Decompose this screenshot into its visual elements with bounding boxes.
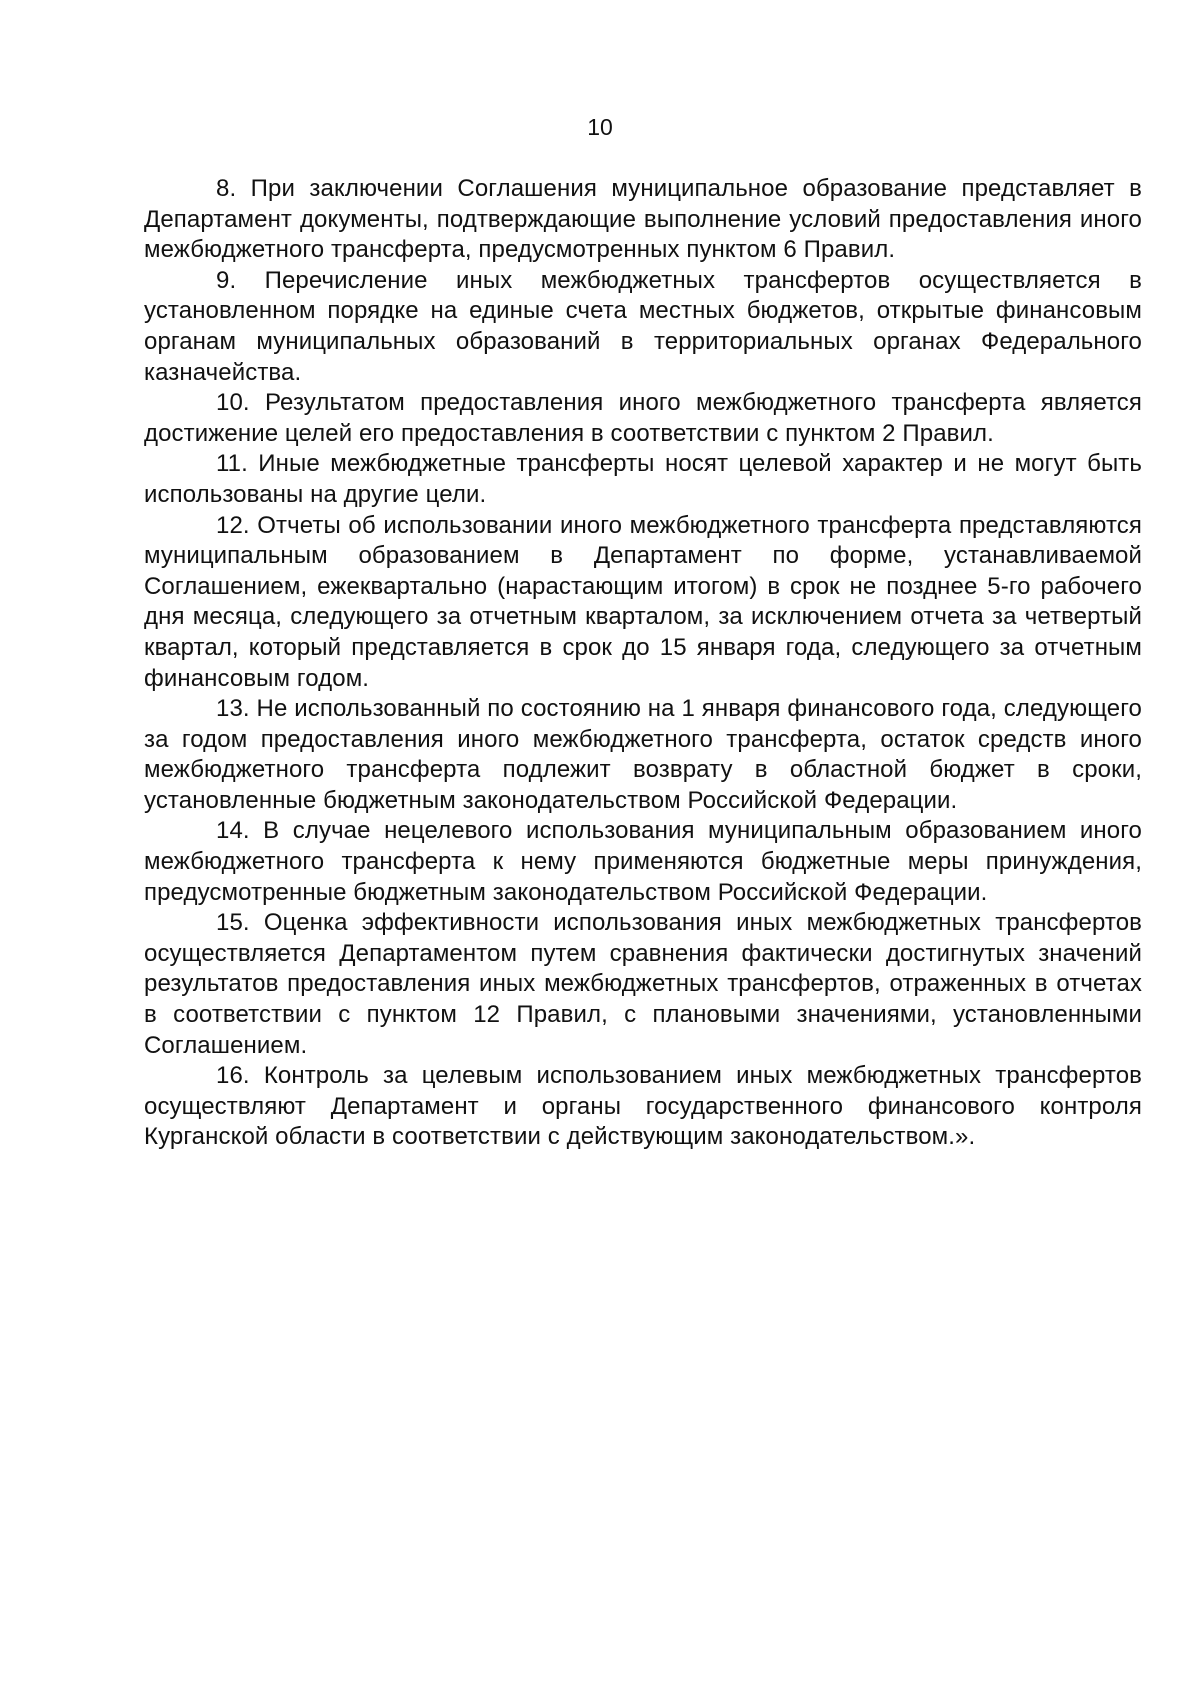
document-body	[144, 174, 1142, 1153]
paragraph-11: 11. Иные межбюджетные трансферты носят целевой характер и не могут быть использованы на другие цели.	[144, 450, 1142, 508]
paragraph-9: 9. Перечисление иных межбюджетных трансфертов осуществляется в установленном порядке на единые счета местных бюджетов, открытые финансовым органам муниципальных образований в территориальных органах Федерального казначейства.	[144, 266, 1142, 386]
paragraph-13: 13. Не использованный по состоянию на 1 января финансового года, следующего за годом предоставления иного межбюджетного трансферта, остаток средств иного межбюджетного трансферта подлежит возврату в областной бюджет в сроки, установленные бюджетным законодательством Российской Федерации.	[144, 695, 1142, 814]
page-number: 10	[587, 114, 613, 140]
paragraph-15: 15. Оценка эффективности использования иных межбюджетных трансфертов осуществляется Департаментом путем сравнения фактически достигнутых значений результатов предоставления иных межбюджетных трансфертов, отраженных в отчетах в соответствии с пунктом 12 Правил, с плановыми значениями, установленными Соглашением.	[144, 909, 1142, 1059]
paragraph-16: 16. Контроль за целевым использованием иных межбюджетных трансфертов осуществляют Департамент и органы государственного финансового контроля Курганской области в соответствии с действующим законодательством.».	[144, 1062, 1142, 1151]
paragraph-8: 8. При заключении Соглашения муниципальное образование представляет в Департамент документы, подтверждающие выполнение условий предоставления иного межбюджетного трансферта, предусмотренных пунктом 6 Правил.	[144, 175, 1142, 264]
paragraph-10: 10. Результатом предоставления иного межбюджетного трансферта является достижение целей его предоставления в соответствии с пунктом 2 Правил.	[144, 389, 1142, 447]
paragraph-14: 14. В случае нецелевого использования муниципальным образованием иного межбюджетного трансферта к нему применяются бюджетные меры принуждения, предусмотренные бюджетным законодательством Российской Федерации.	[144, 817, 1142, 906]
paragraph-12: 12. Отчеты об использовании иного межбюджетного трансферта представляются муниципальным образованием в Департамент по форме, устанавливаемой Соглашением, ежеквартально (нарастающим итогом) в срок не позднее 5-го рабочего дня месяца, следующего за отчетным кварталом, за исключением отчета за четвертый квартал, который представляется в срок до 15 января года, следующего за отчетным финансовым годом.	[144, 511, 1142, 692]
